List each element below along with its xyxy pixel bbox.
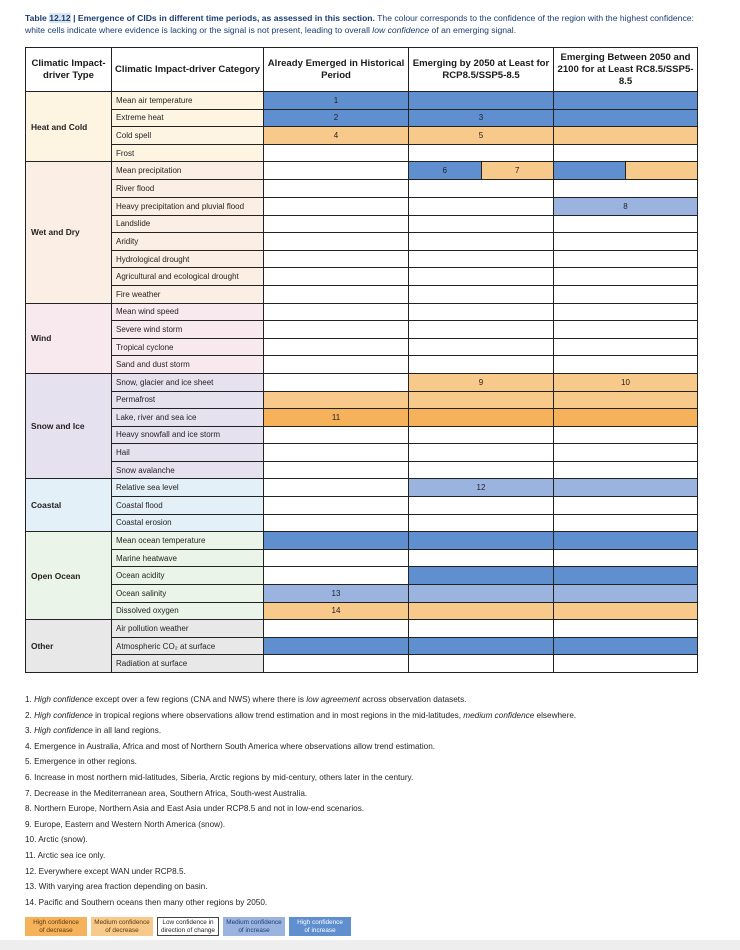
cid-category-cell: Hail [112,444,264,462]
table-row [26,655,698,673]
footnote-text: medium confidence [463,710,535,720]
footnote [25,848,715,864]
table-row [26,180,698,198]
table-row [26,426,698,444]
emergence-cell: 2 [264,109,409,127]
header-type: Climatic Impact-driver Type [26,48,112,92]
emergence-cell [554,303,698,321]
emergence-cell [264,303,409,321]
footnote [25,754,715,770]
emergence-cell [409,444,554,462]
caption-body: The colour corresponds to the confidence of the region with the highest confidence: white cells indicate where evidence is lacking or the signal is not present, leading to overall [25,13,694,35]
split-cell-part [554,162,625,179]
footnote-text: in all land regions. [92,726,162,736]
emergence-cell: 4 [264,127,409,145]
cid-type-cell: Wind [26,303,112,373]
emergence-cell [264,180,409,198]
footnote [25,864,715,880]
legend-swatch [25,917,87,936]
table-row [26,285,698,303]
cid-category-cell: Relative sea level [112,479,264,497]
cid-category-cell: Snow avalanche [112,461,264,479]
emergence-cell [554,127,698,145]
emergence-cell [554,567,698,585]
footnote-text: 14. Pacific and Southern oceans then many other regions by 2050. [25,897,268,907]
footnote-text: 1. [25,695,35,704]
cid-type-cell: Open Ocean [26,532,112,620]
cid-type-cell: Coastal [26,479,112,532]
emergence-cell [554,585,698,603]
header-historical: Already Emerged in Historical Period [264,48,409,92]
emergence-cell [554,356,698,374]
legend-label-line1: Low confidence in [162,918,214,926]
emergence-cell: 3 [409,109,554,127]
table-row [26,268,698,286]
table-row [26,479,698,497]
cid-category-cell: Mean precipitation [112,162,264,180]
emergence-cell [264,268,409,286]
cid-category-cell: Heavy snowfall and ice storm [112,426,264,444]
table-row [26,409,698,427]
split-cell [409,162,553,179]
cid-category-cell: Frost [112,144,264,162]
emergence-cell: 12 [409,479,554,497]
legend-label-line1: Medium confidence [226,918,282,926]
emergence-cell [554,444,698,462]
emergence-cell: 14 [264,602,409,620]
cid-type-cell: Wet and Dry [26,162,112,303]
emergence-cell [264,373,409,391]
legend-label-line2: of increase [304,926,336,934]
footnote-text: 4. Emergence in Australia, Africa and most of Northern South America where observations allow trend estimation. [25,741,436,751]
emergence-cell [554,602,698,620]
page-bottom-strip [0,940,740,950]
footnote-text: 9. Europe, Eastern and Western North America (snow). [25,819,226,829]
footnotes [25,692,715,910]
emergence-cell [264,637,409,655]
emergence-cell [264,426,409,444]
legend-label-line1: Medium confidence [94,918,150,926]
caption-title: | Emergence of CIDs in different time periods, as assessed in this section. [70,13,375,23]
header-category: Climatic Impact-driver Category [112,48,264,92]
emergence-cell [264,567,409,585]
cid-category-cell: Dissolved oxygen [112,602,264,620]
footnote [25,786,715,802]
emergence-cell [264,215,409,233]
emergence-cell [554,409,698,427]
footnote [25,879,715,895]
emergence-cell [409,250,554,268]
cid-category-cell: Ocean acidity [112,567,264,585]
emergence-cell [264,356,409,374]
footnote [25,895,715,911]
emergence-cell: 13 [264,585,409,603]
cid-category-cell: Sand and dust storm [112,356,264,374]
cid-category-cell: Hydrological drought [112,250,264,268]
emergence-cell [554,655,698,673]
cid-category-cell: Cold spell [112,127,264,145]
emergence-cell [264,497,409,515]
emergence-cell [264,514,409,532]
legend-swatch [91,917,153,936]
cid-category-cell: Agricultural and ecological drought [112,268,264,286]
table-row [26,144,698,162]
footnote-text: High confidence [34,710,93,720]
emergence-cell [554,250,698,268]
emergence-cell [409,338,554,356]
footnote-text: 7. Decrease in the Mediterranean area, Southern Africa, South-west Australia. [25,788,308,798]
legend-label-line2: of decrease [39,926,73,934]
table-row [26,391,698,409]
cid-category-cell: Atmospheric CO₂ at surface [112,637,264,655]
legend-swatch [157,917,219,936]
legend-label-line2: direction of change [160,926,215,934]
emergence-cell [554,461,698,479]
emergence-cell: 11 [264,409,409,427]
emergence-cell [264,233,409,251]
emergence-cell [409,321,554,339]
table-row [26,321,698,339]
emergence-cell [409,233,554,251]
emergence-cell [409,585,554,603]
footnote-text: 5. Emergence in other regions. [25,757,137,767]
emergence-cell [554,321,698,339]
cid-category-cell: Tropical cyclone [112,338,264,356]
table-row [26,444,698,462]
table-body [26,92,698,673]
table-row [26,127,698,145]
caption-end: of an emerging signal. [429,25,517,35]
header-by-2050: Emerging by 2050 at Least for RCP8.5/SSP5-8.5 [409,48,554,92]
emergence-cell [264,549,409,567]
footnote-text: 12. Everywhere except WAN under RCP8.5. [25,866,186,876]
emergence-cell [409,461,554,479]
table-row [26,303,698,321]
emergence-cell [554,285,698,303]
header-between-2050-2100: Emerging Between 2050 and 2100 for at Least RC8.5/SSP5-8.5 [554,48,698,92]
table-row [26,497,698,515]
emergence-cell [554,92,698,110]
cid-category-cell: Mean wind speed [112,303,264,321]
emergence-cell [554,338,698,356]
table-row [26,92,698,110]
emergence-cell [264,620,409,638]
legend-label-line2: of increase [238,926,270,934]
legend-label-line1: High confidence [33,918,79,926]
cid-category-cell: Snow, glacier and ice sheet [112,373,264,391]
cid-category-cell: Severe wind storm [112,321,264,339]
footnote-text: 11. Arctic sea ice only. [25,850,106,860]
footnote-text: across observation datasets. [359,695,467,704]
emergence-cell [409,532,554,550]
emergence-cell [409,514,554,532]
emergence-cell [554,514,698,532]
emergence-cell [409,285,554,303]
emergence-cell: 8 [554,197,698,215]
emergence-cell [264,250,409,268]
emergence-cell [409,655,554,673]
emergence-cell [264,285,409,303]
table-row [26,637,698,655]
emergence-cell [409,391,554,409]
emergence-cell [264,532,409,550]
emergence-cell [409,268,554,286]
cid-category-cell: Marine heatwave [112,549,264,567]
footnote [25,723,715,739]
emergence-cell [409,620,554,638]
table-row [26,356,698,374]
emergence-cell [264,391,409,409]
cid-type-cell: Heat and Cold [26,92,112,162]
emergence-cell [264,338,409,356]
footnote [25,817,715,833]
emergence-cell [554,144,698,162]
footnote [25,692,715,708]
emergence-cell [409,637,554,655]
cid-category-cell: River flood [112,180,264,198]
emergence-cell [264,197,409,215]
emergence-cell [554,233,698,251]
footnote-text: except over a few regions (CNA and NWS) where there is [92,695,307,704]
emergence-cell [264,479,409,497]
cid-category-cell: Mean air temperature [112,92,264,110]
split-cell-part: 7 [481,162,554,179]
caption-table-word: Table [25,13,50,23]
cid-category-cell: Air pollution weather [112,620,264,638]
footnote-text: elsewhere. [534,710,577,720]
footnote-text: in tropical regions where observations allow trend estimation and in most regions in the mid-latitudes, [92,710,464,720]
cid-category-cell: Ocean salinity [112,585,264,603]
legend-swatch [223,917,285,936]
footnote-text: 10. Arctic (snow). [25,835,88,845]
cid-category-cell: Heavy precipitation and pluvial flood [112,197,264,215]
emergence-cell: 5 [409,127,554,145]
emergence-cell [264,144,409,162]
emergence-cell [409,602,554,620]
emergence-cell [264,162,409,180]
cid-type-cell: Snow and Ice [26,373,112,479]
cid-category-cell: Aridity [112,233,264,251]
emergence-cell [409,356,554,374]
footnote [25,801,715,817]
emergence-cell [554,479,698,497]
emergence-cell [409,409,554,427]
table-row [26,250,698,268]
table-row [26,532,698,550]
footnote-text: 8. Northern Europe, Northern Asia and East Asia under RCP8.5 and not in low-end scenarios. [25,804,365,814]
emergence-cell [554,637,698,655]
emergence-cell [264,655,409,673]
table-row [26,514,698,532]
footnote-text: High confidence [34,695,93,704]
split-cell-part: 6 [409,162,481,179]
emergence-cell [264,444,409,462]
cid-category-cell: Coastal flood [112,497,264,515]
cid-category-cell: Fire weather [112,285,264,303]
emergence-cell: 1 [264,92,409,110]
emergence-cell [409,144,554,162]
cid-type-cell: Other [26,620,112,673]
footnote [25,832,715,848]
caption-table-number: 12.12 [49,13,71,23]
table-row [26,233,698,251]
table-caption [25,12,715,36]
emergence-cell [409,215,554,233]
table-row [26,461,698,479]
header-row [26,48,698,92]
confidence-legend [25,917,351,936]
emergence-cell [554,497,698,515]
table-row [26,549,698,567]
table-row [26,567,698,585]
table-row [26,585,698,603]
emergence-cell [409,303,554,321]
cid-category-cell: Mean ocean temperature [112,532,264,550]
footnote [25,708,715,724]
footnote-text: low agreement [306,695,360,704]
cid-category-cell: Radiation at surface [112,655,264,673]
emergence-cell [554,426,698,444]
caption-italic: low confidence [372,25,430,35]
footnote-text: 3. [25,726,35,736]
emergence-cell [554,532,698,550]
cid-category-cell: Coastal erosion [112,514,264,532]
footnote [25,739,715,755]
emergence-cell [409,567,554,585]
emergence-cell: 9 [409,373,554,391]
emergence-cell [409,92,554,110]
footnote-text: 13. With varying area fraction depending on basin. [25,882,208,892]
emergence-cell [409,197,554,215]
emergence-cell [554,268,698,286]
table-row [26,620,698,638]
emergence-cell [409,180,554,198]
table-row [26,338,698,356]
emergence-cell [264,321,409,339]
split-cell-part [625,162,697,179]
emergence-cell [409,549,554,567]
table-row [26,373,698,391]
cid-category-cell: Lake, river and sea ice [112,409,264,427]
emergence-cell [409,497,554,515]
emergence-cell [554,549,698,567]
emergence-cell [554,180,698,198]
table-row [26,602,698,620]
emergence-cell [554,215,698,233]
emergence-cell [409,162,554,180]
table-row [26,197,698,215]
footnote [25,770,715,786]
split-cell [554,162,697,179]
legend-label-line2: of decrease [105,926,139,934]
emergence-cell [554,109,698,127]
table-row [26,162,698,180]
emergence-cell [409,426,554,444]
footnote-text: High confidence [34,726,93,736]
footnote-text: 6. Increase in most northern mid-latitudes, Siberia, Arctic regions by mid-century, others later in the century. [25,772,414,782]
cid-emergence-table [25,47,698,673]
emergence-cell [554,391,698,409]
cid-category-cell: Extreme heat [112,109,264,127]
emergence-cell: 10 [554,373,698,391]
emergence-cell [554,620,698,638]
legend-label-line1: High confidence [297,918,343,926]
cid-category-cell: Landslide [112,215,264,233]
table-row [26,215,698,233]
footnote-text: 2. [25,710,35,720]
table-row [26,109,698,127]
legend-swatch [289,917,351,936]
emergence-cell [554,162,698,180]
emergence-cell [264,461,409,479]
cid-category-cell: Permafrost [112,391,264,409]
